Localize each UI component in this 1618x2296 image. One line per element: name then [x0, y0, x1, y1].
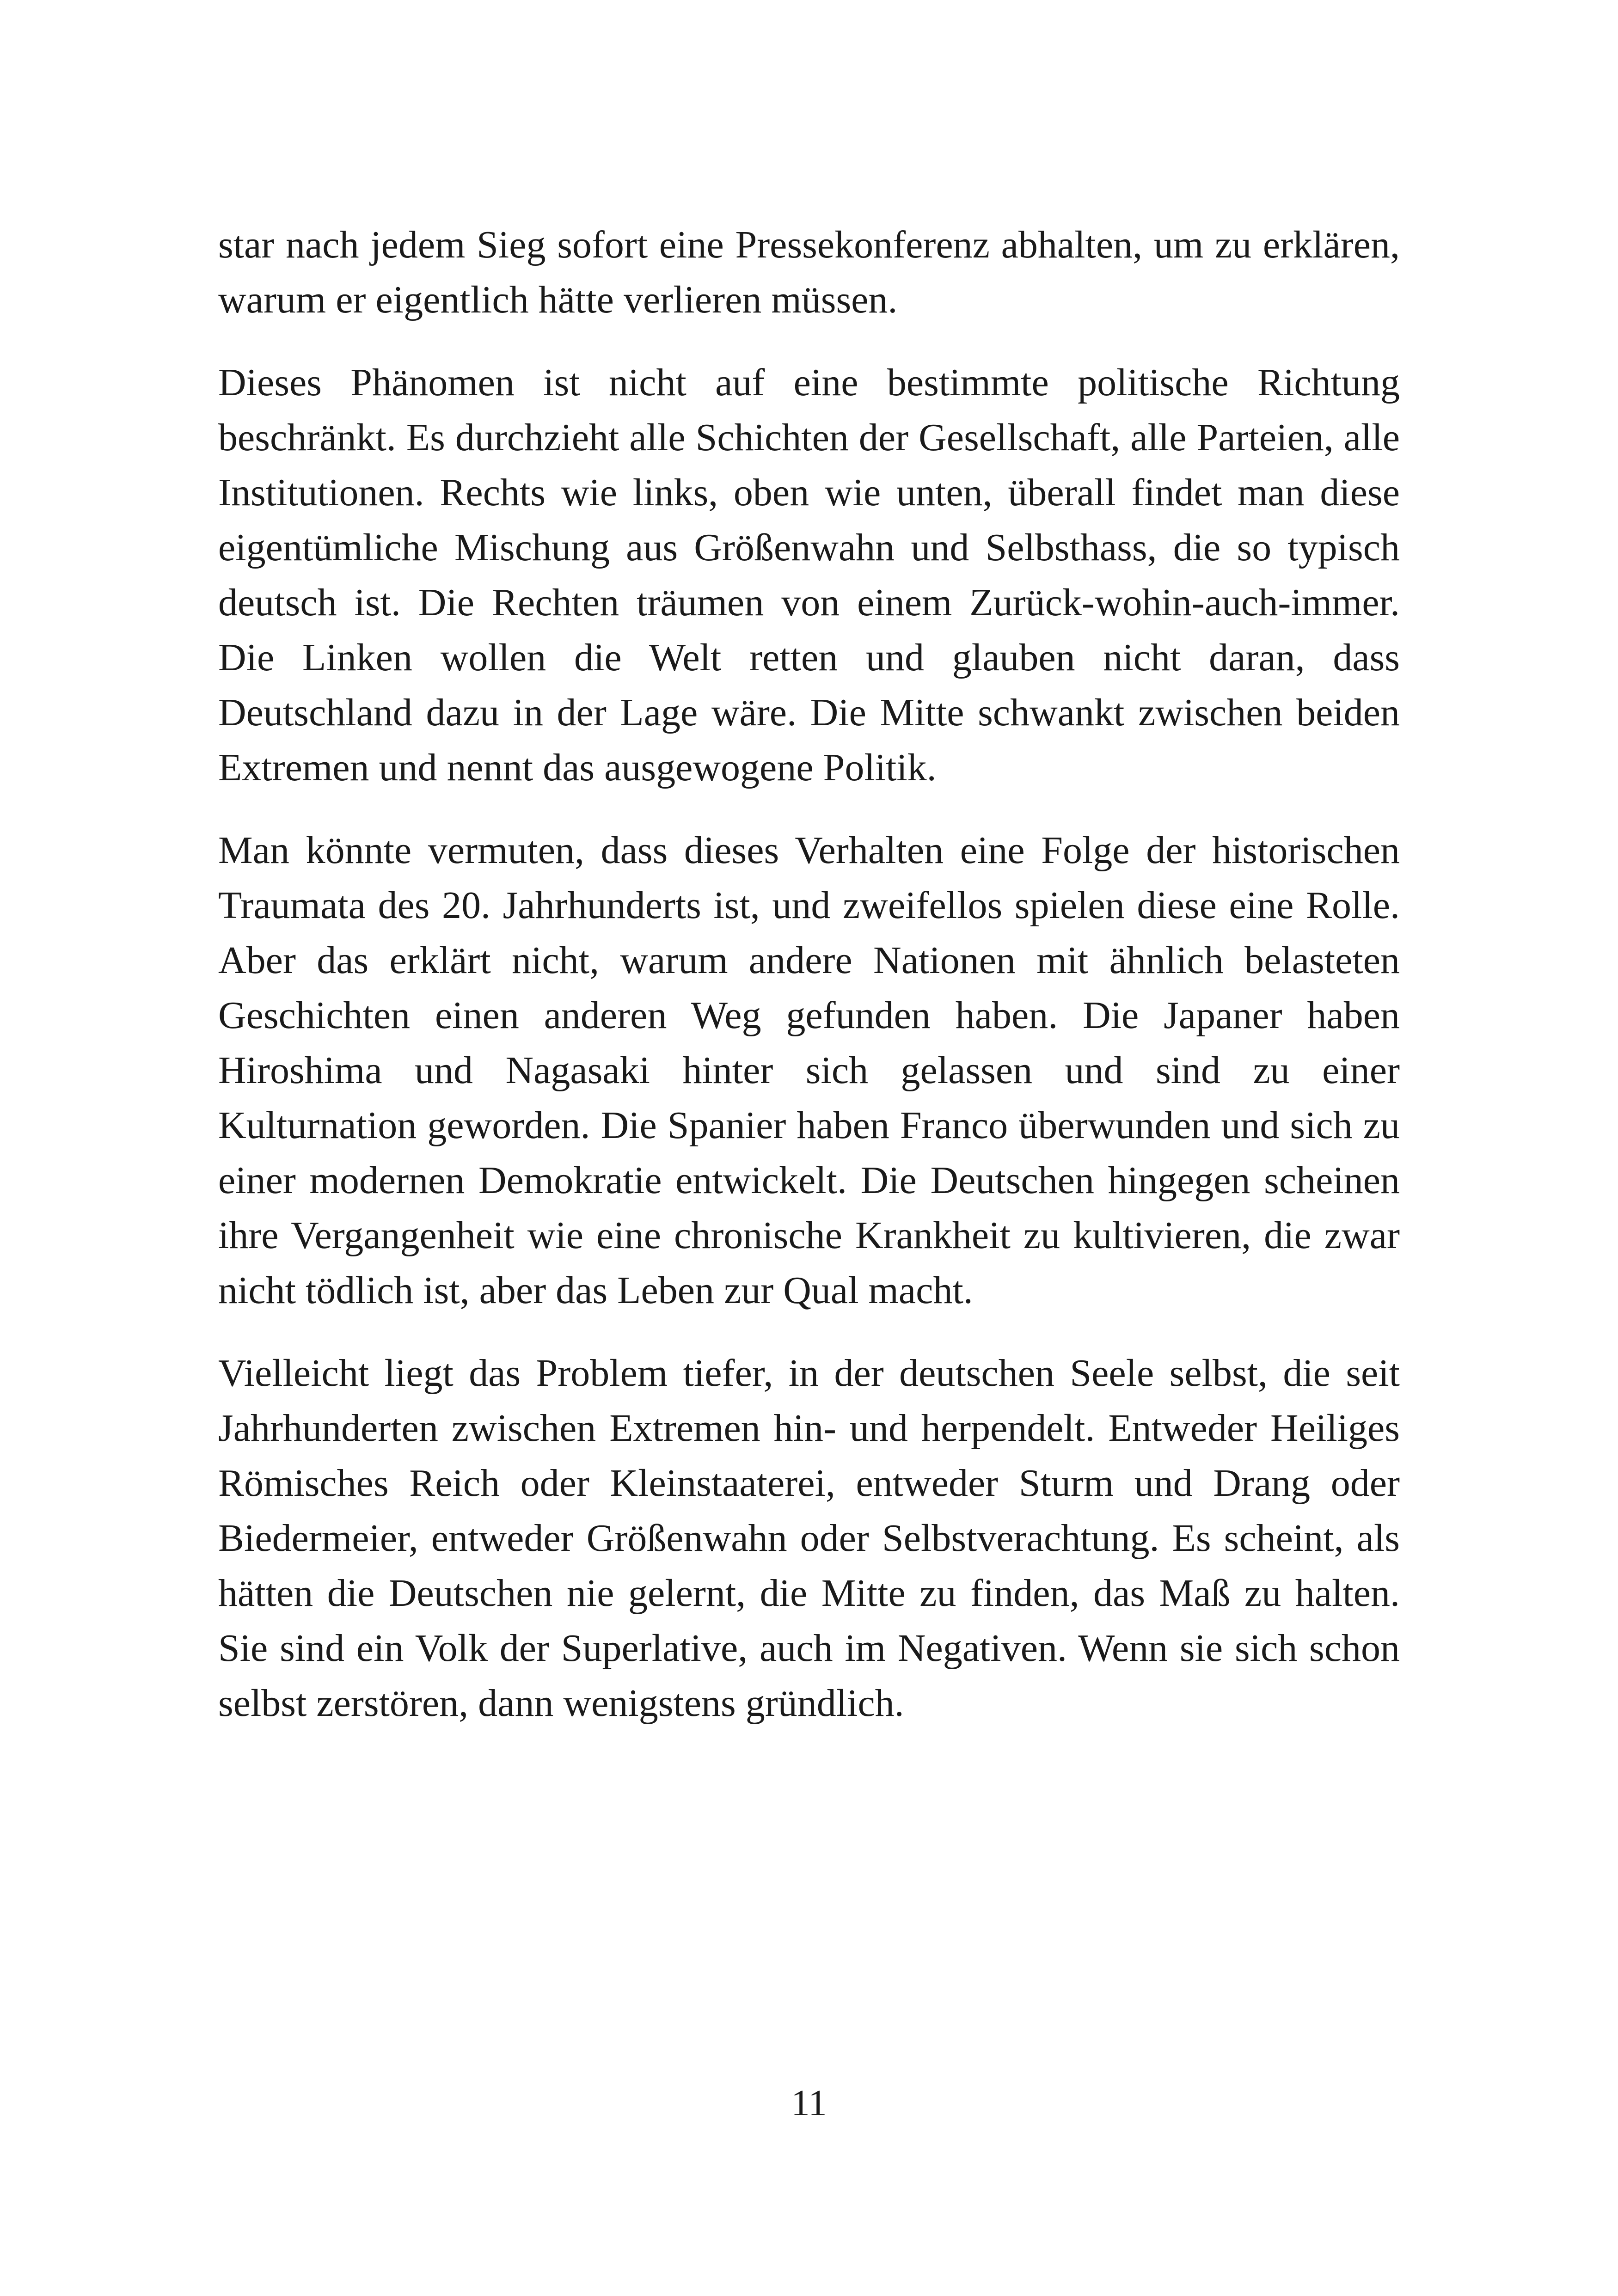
paragraph-1: star nach jedem Sieg sofort eine Pressekonferenz abhalten, um zu erklären, warum er eigentlich hätte verlieren müssen. [218, 223, 1400, 321]
body-text [218, 217, 1400, 1758]
paragraph-2: Dieses Phänomen ist nicht auf eine bestimmte politische Richtung beschränkt. Es durchzieht alle Schichten der Gesellschaft, alle Parteien, alle Institutionen. Rechts wie links, oben wie unten, überall findet man diese eigentümliche Mischung aus Größenwahn und Selbsthass, die so typisch deutsch ist. Die Rechten träumen von einem Zurück-wohin-auch-immer. Die Linken wollen die Welt retten und glauben nicht daran, dass Deutschland dazu in der Lage wäre. Die Mitte schwankt zwischen beiden Extremen und nennt das ausgewogene Politik. [218, 361, 1400, 789]
paragraph-4: Vielleicht liegt das Problem tiefer, in der deutschen Seele selbst, die seit Jahrhunderten zwischen Extremen hin- und herpendelt. Entweder Heiliges Römisches Reich oder Kleinstaaterei, entweder Sturm und Drang oder Biedermeier, entweder Größenwahn oder Selbstverachtung. Es scheint, als hätten die Deutschen nie gelernt, die Mitte zu finden, das Maß zu halten. Sie sind ein Volk der Superlative, auch im Negativen. Wenn sie sich schon selbst zerstören, dann wenigstens gründlich. [218, 1352, 1400, 1725]
paragraph-3: Man könnte vermuten, dass dieses Verhalten eine Folge der historischen Traumata des 20. Jahrhunderts ist, und zweifellos spielen diese eine Rolle. Aber das erklärt nicht, warum andere Nationen mit ähnlich belasteten Geschichten einen anderen Weg gefunden haben. Die Japaner haben Hiroshima und Nagasaki hinter sich gelassen und sind zu einer Kulturnation geworden. Die Spanier haben Franco überwunden und sich zu einer modernen Demokratie entwickelt. Die Deutschen hingegen scheinen ihre Vergangenheit wie eine chronische Krankheit zu kultivieren, die zwar nicht tödlich ist, aber das Leben zur Qual macht. [218, 829, 1400, 1312]
page-number: 11 [791, 2083, 827, 2124]
